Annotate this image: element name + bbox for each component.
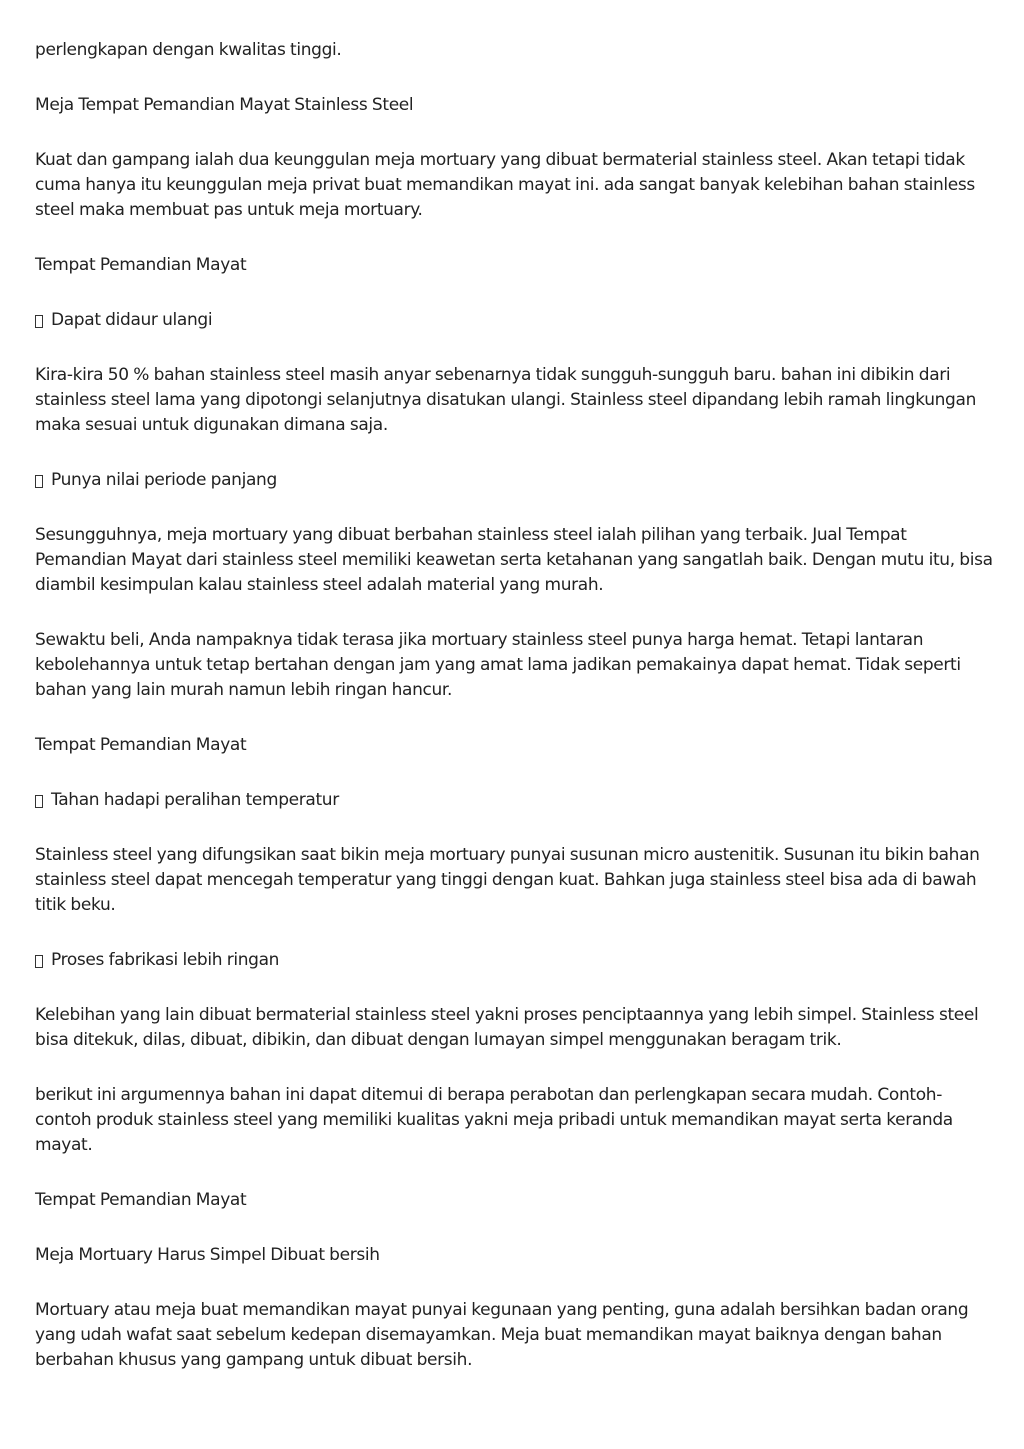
paragraph-intro-fragment: perlengkapan dengan kwalitas tinggi.: [35, 40, 342, 60]
missing-glyph-box-icon: [35, 475, 43, 488]
paragraph: Mortuary atau meja buat memandikan mayat punyai kegunaan yang penting, guna adalah bersihkan badan orang yang udah wafat saat sebelum kedepan disemayamkan. Meja buat memandikan mayat baiknya dengan bahan berbahan khusus yang gampang untuk dibuat bersih.: [35, 1300, 969, 1370]
bullet-item: [35, 788, 993, 813]
subheading: Tempat Pemandian Mayat: [35, 255, 247, 275]
subheading: Tempat Pemandian Mayat: [35, 1190, 247, 1210]
bullet-item-label: Tahan hadapi peralihan temperatur: [51, 790, 339, 810]
bullet-item: [35, 308, 993, 333]
bullet-item-label: Proses fabrikasi lebih ringan: [51, 950, 280, 970]
bullet-item: [35, 948, 993, 973]
missing-glyph-box-icon: [35, 955, 43, 968]
paragraph: Stainless steel yang difungsikan saat bikin meja mortuary punyai susunan micro austenitik. Susunan itu bikin bahan stainless steel dapat mencegah temperatur yang tinggi dengan kuat. Bahkan juga stainless steel bisa ada di bawah titik beku.: [35, 845, 980, 915]
missing-glyph-box-icon: [35, 795, 43, 808]
bullet-item-label: Punya nilai periode panjang: [51, 470, 277, 490]
section-heading: Meja Tempat Pemandian Mayat Stainless Steel: [35, 95, 414, 115]
paragraph: Sewaktu beli, Anda nampaknya tidak terasa jika mortuary stainless steel punya harga hemat. Tetapi lantaran kebolehannya untuk tetap bertahan dengan jam yang amat lama jadikan pemakainya dapat hemat. Tidak seperti bahan yang lain murah namun lebih ringan hancur.: [35, 630, 961, 700]
document-page: [35, 38, 993, 1403]
missing-glyph-box-icon: [35, 315, 43, 328]
paragraph: Kelebihan yang lain dibuat bermaterial stainless steel yakni proses penciptaannya yang lebih simpel. Stainless steel bisa ditekuk, dilas, dibuat, dibikin, dan dibuat dengan lumayan simpel menggunakan beragam trik.: [35, 1005, 979, 1050]
paragraph: berikut ini argumennya bahan ini dapat ditemui di berapa perabotan dan perlengkapan secara mudah. Contoh-contoh produk stainless steel yang memiliki kualitas yakni meja pribadi untuk memandikan mayat serta keranda mayat.: [35, 1085, 953, 1155]
paragraph: Sesungguhnya, meja mortuary yang dibuat berbahan stainless steel ialah pilihan yang terbaik. Jual Tempat Pemandian Mayat dari stainless steel memiliki keawetan serta ketahanan yang sangatlah baik. Dengan mutu itu, bisa diambil kesimpulan kalau stainless steel adalah material yang murah.: [35, 525, 993, 595]
bullet-item-label: Dapat didaur ulangi: [51, 310, 213, 330]
subheading: Tempat Pemandian Mayat: [35, 735, 247, 755]
paragraph: Kuat dan gampang ialah dua keunggulan meja mortuary yang dibuat bermaterial stainless steel. Akan tetapi tidak cuma hanya itu keunggulan meja privat buat memandikan mayat ini. ada sangat banyak kelebihan bahan stainless steel maka membuat pas untuk meja mortuary.: [35, 150, 975, 220]
section-heading: Meja Mortuary Harus Simpel Dibuat bersih: [35, 1245, 380, 1265]
paragraph: Kira-kira 50 % bahan stainless steel masih anyar sebenarnya tidak sungguh-sungguh baru. bahan ini dibikin dari stainless steel lama yang dipotongi selanjutnya disatukan ulangi. Stainless steel dipandang lebih ramah lingkungan maka sesuai untuk digunakan dimana saja.: [35, 365, 976, 435]
bullet-item: [35, 468, 993, 493]
